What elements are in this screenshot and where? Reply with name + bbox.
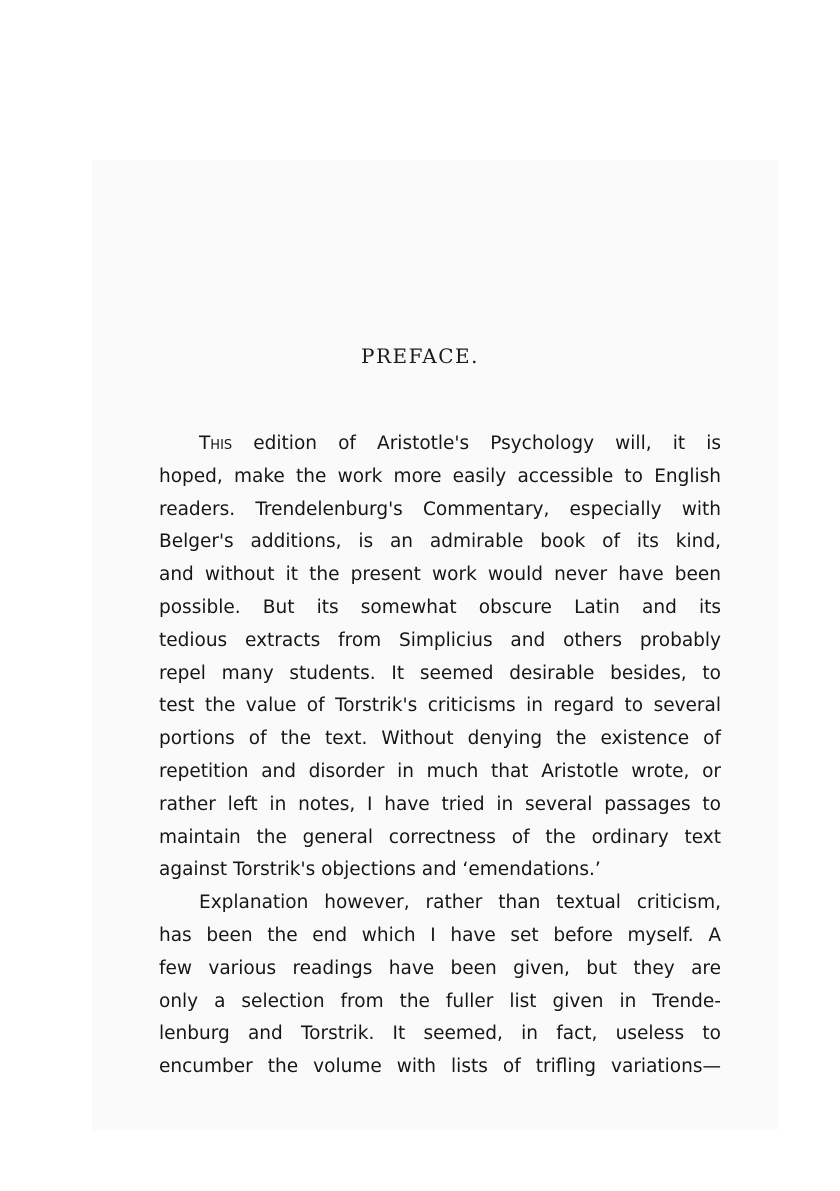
paragraph-line: readers. Trendelenburg's Commentary, especially with (159, 498, 721, 520)
paragraph-line: repel many students. It seemed desirable besides, to (159, 662, 721, 684)
paragraph-line: tedious extracts from Simplicius and others probably (159, 629, 721, 651)
paragraph-line: repetition and disorder in much that Aristotle wrote, or (159, 760, 721, 782)
page-title: PREFACE. (361, 344, 479, 368)
lead-word: This (199, 433, 233, 454)
paragraph-line: lenburg and Torstrik. It seemed, in fact, useless to (159, 1023, 721, 1045)
paragraph-line: only a selection from the fuller list given in Trende- (159, 990, 721, 1012)
paragraph-line: portions of the text. Without denying the existence of (159, 728, 721, 750)
paragraph-line: rather left in notes, I have tried in several passages to (159, 793, 721, 815)
paragraph-line: Belger's additions, is an admirable book of its kind, (159, 531, 721, 553)
paragraph-line: against Torstrik's objections and ‘emendations.’ (159, 859, 601, 881)
paragraph-line: maintain the general correctness of the ordinary text (159, 826, 721, 848)
paragraph-line: few various readings have been given, but they are (159, 957, 721, 979)
paragraph-line: possible. But its somewhat obscure Latin and its (159, 596, 721, 618)
paragraph-line: Explanation however, rather than textual criticism, (199, 892, 721, 914)
paragraph-line: has been the end which I have set before myself. A (159, 924, 721, 946)
paragraph-line: This edition of Aristotle's Psychology will, it is (199, 433, 721, 454)
paragraph-line: encumber the volume with lists of trifling variations— (159, 1056, 721, 1078)
paragraph-line: hoped, make the work more easily accessible to English (159, 465, 721, 487)
paragraph-line: test the value of Torstrik's criticisms in regard to several (159, 695, 721, 717)
paragraph-line: and without it the present work would never have been (159, 564, 721, 586)
preface-body (159, 428, 721, 1084)
